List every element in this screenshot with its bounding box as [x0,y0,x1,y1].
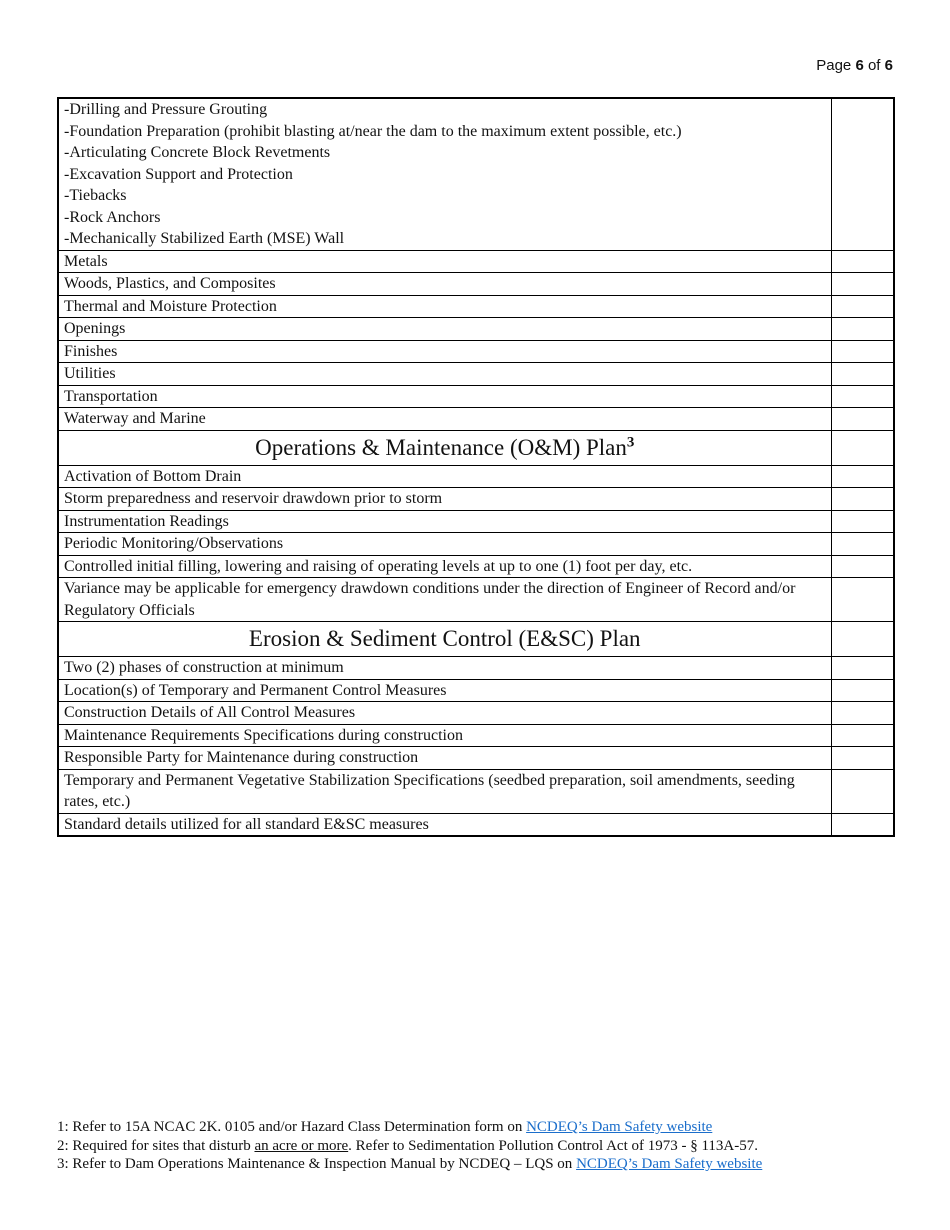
section-title: Erosion & Sediment Control (E&SC) Plan [248,626,641,651]
section-header-row [58,430,894,465]
footnote-reference-3: 3 [626,433,635,450]
check-cell[interactable] [831,273,894,296]
table-row [58,679,894,702]
check-cell[interactable] [831,533,894,556]
table-row [58,769,894,813]
of-word: of [867,57,881,74]
check-cell[interactable] [831,747,894,770]
item-label: Waterway and Marine [58,408,831,431]
table-row [58,250,894,273]
check-cell[interactable] [831,769,894,813]
section-header-om-plan [58,430,831,465]
table-row [58,555,894,578]
table-row [58,385,894,408]
table-row [58,533,894,556]
check-cell[interactable] [831,578,894,622]
item-label: Standard details utilized for all standard E&SC measures [58,813,831,836]
check-cell[interactable] [831,813,894,836]
item-label: Openings [58,318,831,341]
item-label: Responsible Party for Maintenance during construction [58,747,831,770]
table-row [58,363,894,386]
check-cell[interactable] [831,510,894,533]
item-label: Transportation [58,385,831,408]
footnote-2 [57,1137,762,1156]
item-label: Construction Details of All Control Measures [58,702,831,725]
check-cell[interactable] [831,340,894,363]
item-label: Temporary and Permanent Vegetative Stabilization Specifications (seedbed preparation, soil amendments, seeding rates, etc.) [58,769,831,813]
footnotes [57,1118,762,1174]
table-row [58,465,894,488]
item-label: Storm preparedness and reservoir drawdown prior to storm [58,488,831,511]
table-row [58,578,894,622]
item-label: Location(s) of Temporary and Permanent Control Measures [58,679,831,702]
total-page-number: 6 [884,57,893,74]
check-cell [831,430,894,465]
current-page-number: 6 [855,57,864,74]
item-label: Utilities [58,363,831,386]
item-label: Woods, Plastics, and Composites [58,273,831,296]
checklist-table [57,97,895,837]
section-title: Operations & Maintenance (O&M) Plan [255,434,627,460]
dam-safety-website-link[interactable]: NCDEQ’s Dam Safety website [526,1119,713,1135]
item-label: Activation of Bottom Drain [58,465,831,488]
table-row [58,295,894,318]
check-cell[interactable] [831,385,894,408]
check-cell[interactable] [831,488,894,511]
item-label: Instrumentation Readings [58,510,831,533]
table-row [58,98,894,250]
check-cell[interactable] [831,295,894,318]
footnote-3 [57,1155,762,1174]
check-cell [831,622,894,657]
check-cell[interactable] [831,724,894,747]
table-row [58,724,894,747]
table-row [58,510,894,533]
item-label: Periodic Monitoring/Observations [58,533,831,556]
footnote-text: 3: Refer to Dam Operations Maintenance & Inspection Manual by NCDEQ – LQS on [57,1156,577,1172]
page-word: Page [816,57,852,74]
footnote-text: 2: Required for sites that disturb [57,1137,255,1154]
item-label: Variance may be applicable for emergency drawdown conditions under the direction of Engineer of Record and/or Regulatory Officials [58,578,831,622]
dam-safety-website-link[interactable]: NCDEQ’s Dam Safety website [576,1156,763,1172]
check-cell[interactable] [831,408,894,431]
check-cell[interactable] [831,465,894,488]
table-row [58,318,894,341]
table-row [58,657,894,680]
item-label: Two (2) phases of construction at minimum [58,657,831,680]
item-label: Thermal and Moisture Protection [58,295,831,318]
check-cell[interactable] [831,657,894,680]
table-row [58,340,894,363]
check-cell[interactable] [831,555,894,578]
section-header-row [58,622,894,657]
table-row [58,747,894,770]
footnote-1 [57,1118,762,1137]
check-cell[interactable] [831,98,894,250]
item-label: -Drilling and Pressure Grouting -Foundation Preparation (prohibit blasting at/near the dam to the maximum extent possible, etc.) -Articulating Concrete Block Revetments -Excavation Support and Protection -Tiebacks -Rock Anchors -Mechanically Stabilized Earth (MSE) Wall [58,98,831,250]
check-cell[interactable] [831,318,894,341]
page-number [816,57,893,74]
footnote-underlined-text: an acre or more [254,1137,349,1154]
item-label: Finishes [58,340,831,363]
footnote-text: . Refer to Sedimentation Pollution Control Act of 1973 - § 113A-57. [348,1137,758,1154]
item-label: Maintenance Requirements Specifications during construction [58,724,831,747]
check-cell[interactable] [831,702,894,725]
table-row [58,488,894,511]
table-row [58,273,894,296]
table-row [58,702,894,725]
section-header-esc-plan [58,622,831,657]
item-label: Controlled initial filling, lowering and raising of operating levels at up to one (1) foot per day, etc. [58,555,831,578]
table-row [58,813,894,836]
footnote-text: 1: Refer to 15A NCAC 2K. 0105 and/or Hazard Class Determination form on [57,1119,527,1135]
check-cell[interactable] [831,250,894,273]
item-label: Metals [58,250,831,273]
check-cell[interactable] [831,679,894,702]
table-row [58,408,894,431]
check-cell[interactable] [831,363,894,386]
